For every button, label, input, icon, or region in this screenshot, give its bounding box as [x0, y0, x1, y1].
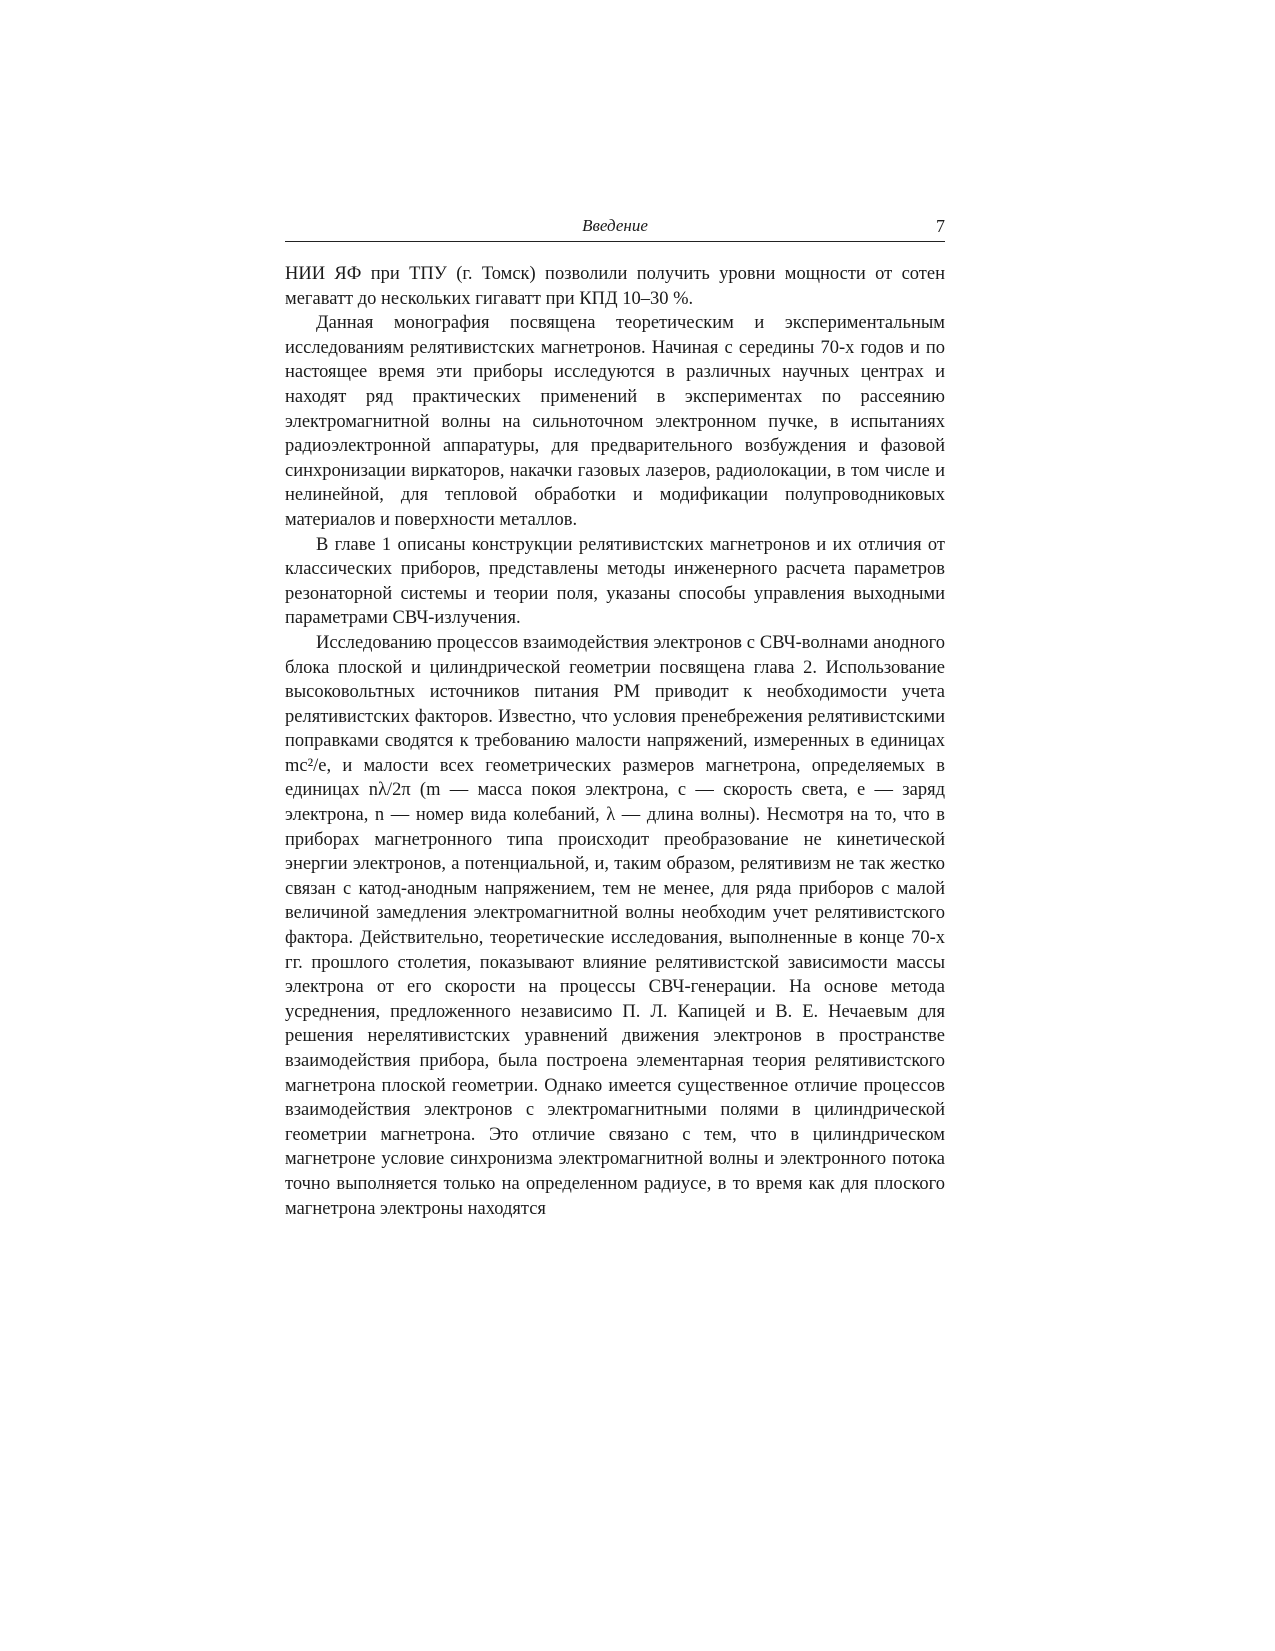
paragraph-2: Данная монография посвящена теоретическим и экспериментальным исследованиям релятивистских магнетронов. Начиная с середины 70-х годов и по настоящее время эти приборы исследуются в различных научных центрах и находят ряд практических применений в экспериментах по рассеянию электромагнитной волны на сильноточном электронном пучке, в испытаниях радиоэлектронной аппаратуры, для предварительного возбуждения и фазовой синхронизации виркаторов, накачки газовых лазеров, радиолокации, в том числе и нелинейной, для тепловой обработки и модификации полупроводниковых материалов и поверхности металлов. — [285, 313, 945, 530]
paragraph-1: НИИ ЯФ при ТПУ (г. Томск) позволили получить уровни мощности от сотен мегаватт до нескольких гигаватт при КПД 10–30 %. — [285, 264, 945, 309]
paragraph-3: В главе 1 описаны конструкции релятивистских магнетронов и их отличия от классических приборов, представлены методы инженерного расчета параметров резонаторной системы и теории поля, указаны способы управления выходными параметрами СВЧ-излучения. — [285, 534, 945, 629]
page-header — [285, 215, 945, 242]
running-title: Введение — [582, 216, 648, 235]
body-text — [285, 262, 945, 1221]
page-number: 7 — [936, 216, 945, 236]
paragraph-4: Исследованию процессов взаимодействия электронов с СВЧ-волнами анодного блока плоской и цилиндрической геометрии посвящена глава 2. Использование высоковольтных источников питания РМ приводит к необходимости учета релятивистских факторов. Известно, что условия пренебрежения релятивистскими поправками сводятся к требованию малости напряжений, измеренных в единицах mc²/e, и малости всех геометрических размеров магнетрона, определяемых в единицах nλ/2π (m — масса покоя электрона, c — скорость света, e — заряд электрона, n — номер вида колебаний, λ — длина волны). Несмотря на то, что в приборах магнетронного типа происходит преобразование не кинетической энергии электронов, а потенциальной, и, таким образом, релятивизм не так жестко связан с катод-анодным напряжением, тем не менее, для ряда приборов с малой величиной замедления электромагнитной волны необходим учет релятивистского фактора. Действительно, теоретические исследования, выполненные в конце 70-х гг. прошлого столетия, показывают влияние релятивистской зависимости массы электрона от его скорости на процессы СВЧ-генерации. На основе метода усреднения, предложенного независимо П. Л. Капицей и В. Е. Нечаевым для решения нерелятивистских уравнений движения электронов в пространстве взаимодействия прибора, была построена элементарная теория релятивистского магнетрона плоской геометрии. Однако имеется существенное отличие процессов взаимодействия электронов с электромагнитными полями в цилиндрической геометрии магнетрона. Это отличие связано с тем, что в цилиндрическом магнетроне условие синхронизма электромагнитной волны и электронного потока точно выполняется только на определенном радиусе, в то время как для плоского магнетрона электроны находятся — [285, 632, 945, 1219]
